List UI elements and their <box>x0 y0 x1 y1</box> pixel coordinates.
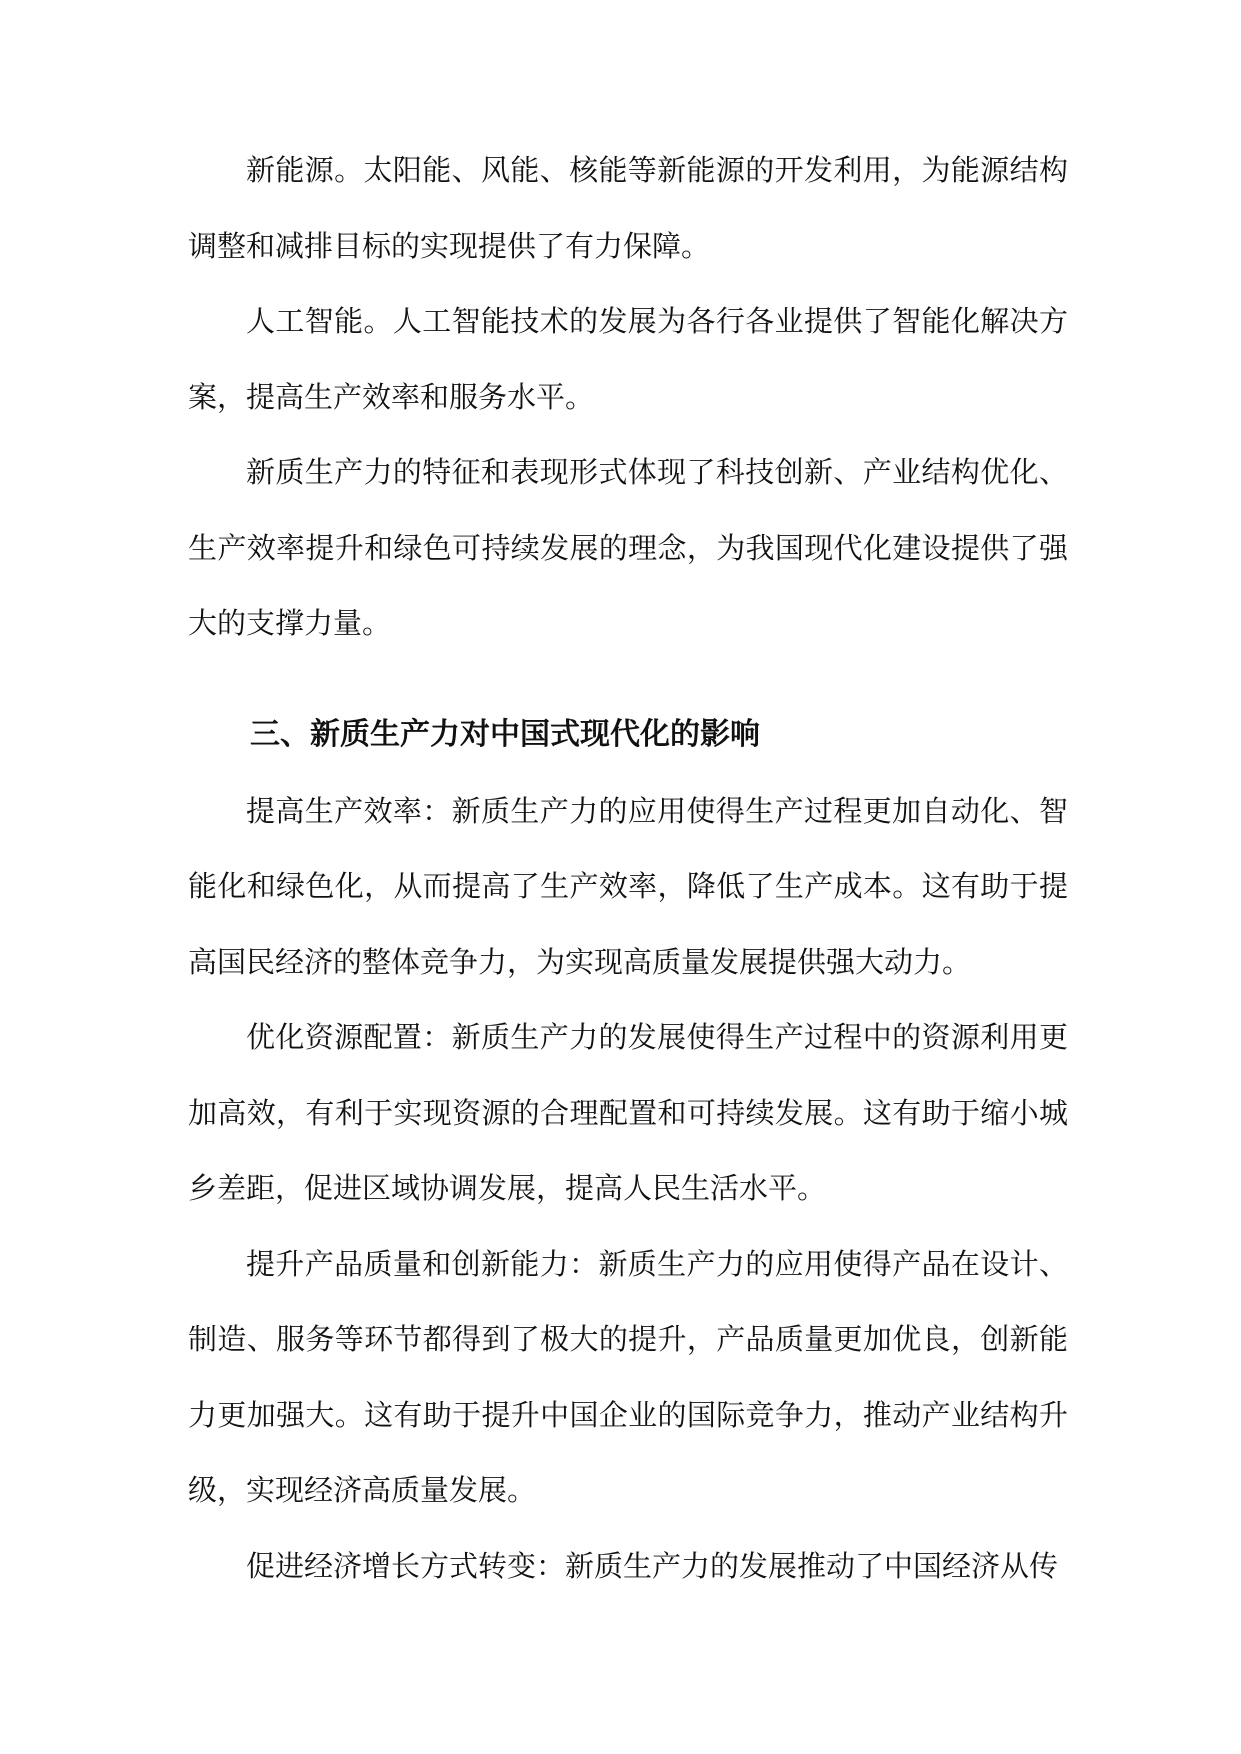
section-heading: 三、新质生产力对中国式现代化的影响 <box>250 716 760 752</box>
document-body <box>188 133 1068 1604</box>
paragraph-resource-allocation: 优化资源配置：新质生产力的发展使得生产过程中的资源利用更加高效，有利于实现资源的合理配置和可持续发展。这有助于缩小城乡差距，促进区域协调发展，提高人民生活水平。 <box>188 1020 1068 1205</box>
paragraph-production-efficiency: 提高生产效率：新质生产力的应用使得生产过程更加自动化、智能化和绿色化，从而提高了生产效率，降低了生产成本。这有助于提高国民经济的整体竞争力，为实现高质量发展提供强大动力。 <box>188 793 1068 979</box>
paragraph-artificial-intelligence: 人工智能。人工智能技术的发展为各行各业提供了智能化解决方案，提高生产效率和服务水平。 <box>188 304 1068 414</box>
paragraph-new-energy: 新能源。太阳能、风能、核能等新能源的开发利用，为能源结构调整和减排目标的实现提供了有力保障。 <box>188 153 1068 263</box>
paragraph-growth-mode: 促进经济增长方式转变：新质生产力的发展推动了中国经济从传 <box>246 1548 1059 1583</box>
paragraph-characteristics-summary: 新质生产力的特征和表现形式体现了科技创新、产业结构优化、生产效率提升和绿色可持续发展的理念，为我国现代化建设提供了强大的支撑力量。 <box>188 455 1068 640</box>
paragraph-quality-innovation: 提升产品质量和创新能力：新质生产力的应用使得产品在设计、制造、服务等环节都得到了极大的提升，产品质量更加优良，创新能力更加强大。这有助于提升中国企业的国际竞争力，推动产业结构升级，实现经济高质量发展。 <box>188 1246 1068 1507</box>
